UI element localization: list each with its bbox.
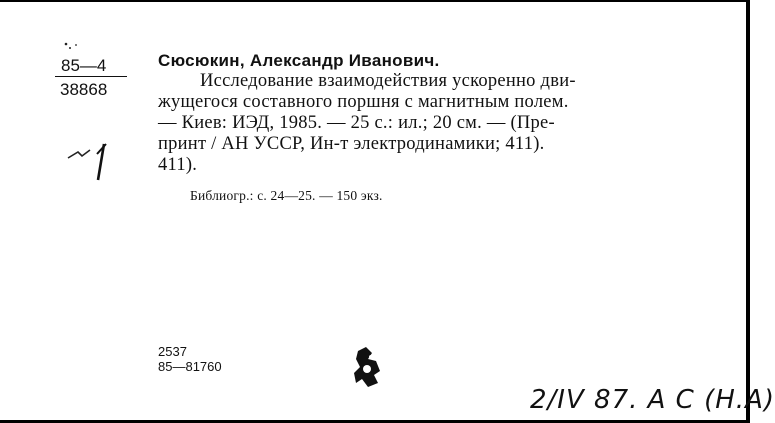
entry-line-3: — Киев: ИЭД, 1985. — 25 с.: ил.; 20 см. — (Пре- [158,113,555,133]
card-code-1: 2537 [158,344,187,359]
call-number-divider [55,76,127,77]
bibliography-note: Библиогр.: с. 24—25. — 150 экз. [190,188,383,203]
call-number-top: 85—4 [61,56,107,75]
handwritten-note: 2/IV 87. А С (Н.А) [530,385,775,415]
handwritten-margin-mark [64,140,119,184]
entry-line-4: принт / АН УССР, Ин-т электродинамики; 411). [158,134,545,154]
scan-border-top [0,0,750,2]
entry-line-5: 411). [158,155,198,175]
library-stamp [350,345,390,390]
entry-line-2: жущегося составного поршня с магнитным полем. [158,92,569,112]
author-heading: Сюсюкин, Александр Иванович. [158,51,440,70]
entry-line-1: Исследование взаимодействия ускоренно дви- [200,71,576,91]
card-code-2: 85—81760 [158,359,222,374]
ink-marks-top [58,38,88,54]
catalog-entry [158,50,693,176]
call-number-bottom: 38868 [60,80,108,99]
card-codes [158,344,222,374]
scan-border-right [746,0,750,423]
